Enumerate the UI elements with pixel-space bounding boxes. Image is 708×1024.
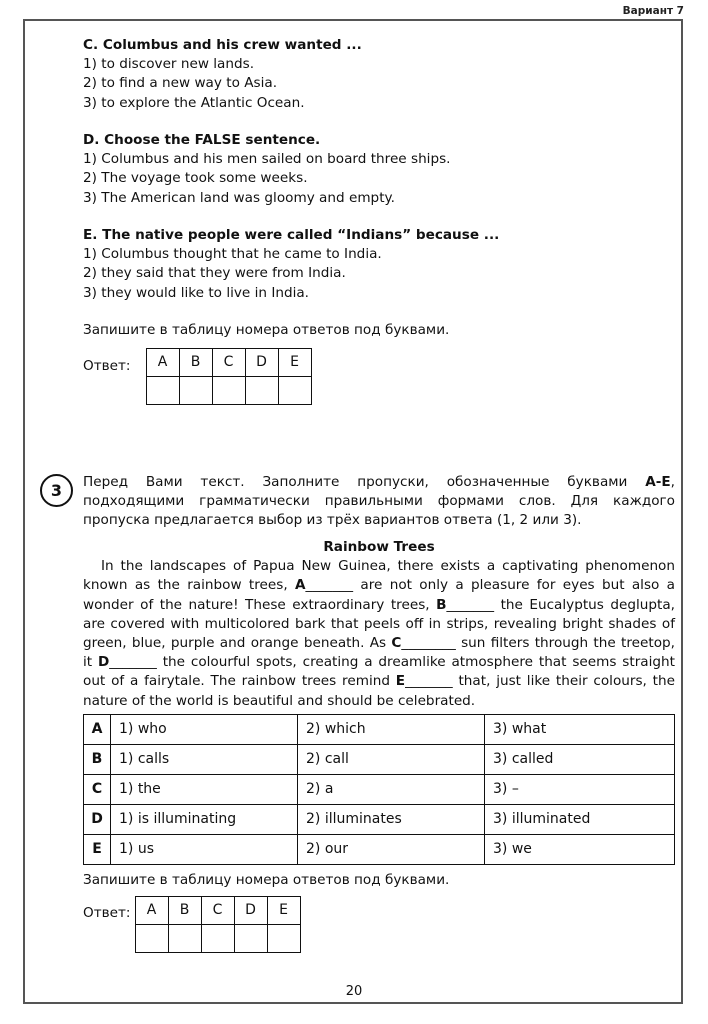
options-table-wrap [83, 712, 675, 865]
options-row-letter: E [84, 835, 111, 865]
answer-cell-e[interactable] [278, 377, 311, 405]
options-row [84, 805, 675, 835]
answer-block-1 [83, 321, 675, 405]
options-row [84, 775, 675, 805]
answer-instruction: Запишите в таблицу номера ответов под буквами. [83, 872, 450, 888]
answer-cell-a[interactable] [146, 377, 179, 405]
option-cell: 3) we [485, 835, 675, 865]
answer-block-2 [83, 871, 675, 953]
option-cell: 3) what [485, 715, 675, 745]
option: 2) The voyage took some weeks. [83, 170, 308, 187]
gap-letter: E [395, 673, 406, 690]
passage-text: _______ that, just like their colours, the nature of the world is beautiful and should be celebrated. [83, 673, 675, 709]
option-cell: 1) us [111, 835, 298, 865]
gap-letter: C [391, 635, 402, 652]
option: 3) they would like to live in India. [83, 284, 309, 301]
answer-cell-c[interactable] [201, 925, 234, 953]
answer-header-a: A [135, 897, 168, 925]
instruction-text: Перед Вами текст. Заполните пропуски, обозначенные буквами [83, 474, 646, 490]
question-d [83, 131, 675, 208]
option-cell: 2) call [298, 745, 485, 775]
task-number-badge: 3 [40, 474, 73, 507]
text-title: Rainbow Trees [323, 539, 435, 555]
gap-letter: A [294, 577, 306, 594]
option-cell: 3) called [485, 745, 675, 775]
option-cell: 2) a [298, 775, 485, 805]
question-title: C. Columbus and his crew wanted ... [83, 37, 362, 53]
question-title: E. The native people were called “Indians” because ... [83, 227, 500, 243]
variant-label: Вариант 7 [622, 5, 684, 17]
answer-header-c: C [201, 897, 234, 925]
answer-header-d: D [245, 349, 278, 377]
option-cell: 2) illuminates [298, 805, 485, 835]
options-row [84, 835, 675, 865]
passage-text: _______ the colourful spots, creating a dreamlike atmosphere that seems straight out of a fairytale. The rainbow trees remind [83, 654, 675, 690]
option: 3) The American land was gloomy and empty. [83, 189, 395, 206]
option-cell: 3) illuminated [485, 805, 675, 835]
options-row [84, 745, 675, 775]
answer-instruction: Запишите в таблицу номера ответов под буквами. [83, 322, 450, 338]
answer-label: Ответ: [83, 358, 131, 375]
answer-header-b: B [168, 897, 201, 925]
option: 1) to discover new lands. [83, 56, 255, 73]
option: 2) they said that they were from India. [83, 265, 346, 282]
instruction-text: , подходящими грамматически правильными формами слов. Для каждого пропуска предлагается выбор из трёх вариантов ответа (1, 2 или 3). [83, 474, 675, 529]
option-cell: 1) the [111, 775, 298, 805]
options-row-letter: D [84, 805, 111, 835]
option: 1) Columbus and his men sailed on board three ships. [83, 151, 451, 168]
passage-text: _______ the Eucalyptus deglupta, are covered with multicolored bark that peels off in strips, revealing bright shades of green, blue, purple and orange beneath. As [83, 596, 675, 652]
passage-text: _______ are not only a pleasure for eyes but also a wonder of the nature! These extraordinary trees, [83, 577, 675, 613]
answer-table [146, 348, 312, 405]
instruction-letters: A-E [645, 474, 671, 490]
task3-instruction [83, 473, 675, 531]
option-cell: 2) which [298, 715, 485, 745]
question-title: D. Choose the FALSE sentence. [83, 132, 321, 148]
passage [83, 557, 675, 711]
option-cell: 1) is illuminating [111, 805, 298, 835]
answer-label: Ответ: [83, 905, 131, 922]
answer-header-e: E [267, 897, 300, 925]
passage-text: In the landscapes of Papua New Guinea, there exists a captivating phenomenon known as the rainbow trees, [83, 558, 675, 594]
passage-text: ________ sun filters through the treetop, it [83, 635, 675, 671]
question-c [83, 36, 675, 113]
option: 1) Columbus thought that he came to India. [83, 246, 382, 263]
answer-cell-d[interactable] [234, 925, 267, 953]
option: 2) to find a new way to Asia. [83, 75, 278, 92]
answer-cell-e[interactable] [267, 925, 300, 953]
answer-header-b: B [179, 349, 212, 377]
option-cell: 3) – [485, 775, 675, 805]
options-row-letter: B [84, 745, 111, 775]
options-row-letter: A [84, 715, 111, 745]
options-table [83, 714, 675, 865]
answer-cell-b[interactable] [168, 925, 201, 953]
gap-letter: D [97, 654, 110, 671]
options-row-letter: C [84, 775, 111, 805]
option-cell: 1) who [111, 715, 298, 745]
answer-header-d: D [234, 897, 267, 925]
answer-header-a: A [146, 349, 179, 377]
answer-cell-d[interactable] [245, 377, 278, 405]
gap-letter: B [436, 596, 447, 613]
answer-cell-c[interactable] [212, 377, 245, 405]
answer-header-c: C [212, 349, 245, 377]
task3-text-block [83, 538, 675, 711]
answer-table [135, 896, 301, 953]
page-number: 20 [345, 984, 363, 999]
answer-cell-b[interactable] [179, 377, 212, 405]
question-e [83, 226, 675, 303]
option-cell: 1) calls [111, 745, 298, 775]
option-cell: 2) our [298, 835, 485, 865]
options-row [84, 715, 675, 745]
answer-header-e: E [278, 349, 311, 377]
option: 3) to explore the Atlantic Ocean. [83, 94, 305, 111]
answer-cell-a[interactable] [135, 925, 168, 953]
